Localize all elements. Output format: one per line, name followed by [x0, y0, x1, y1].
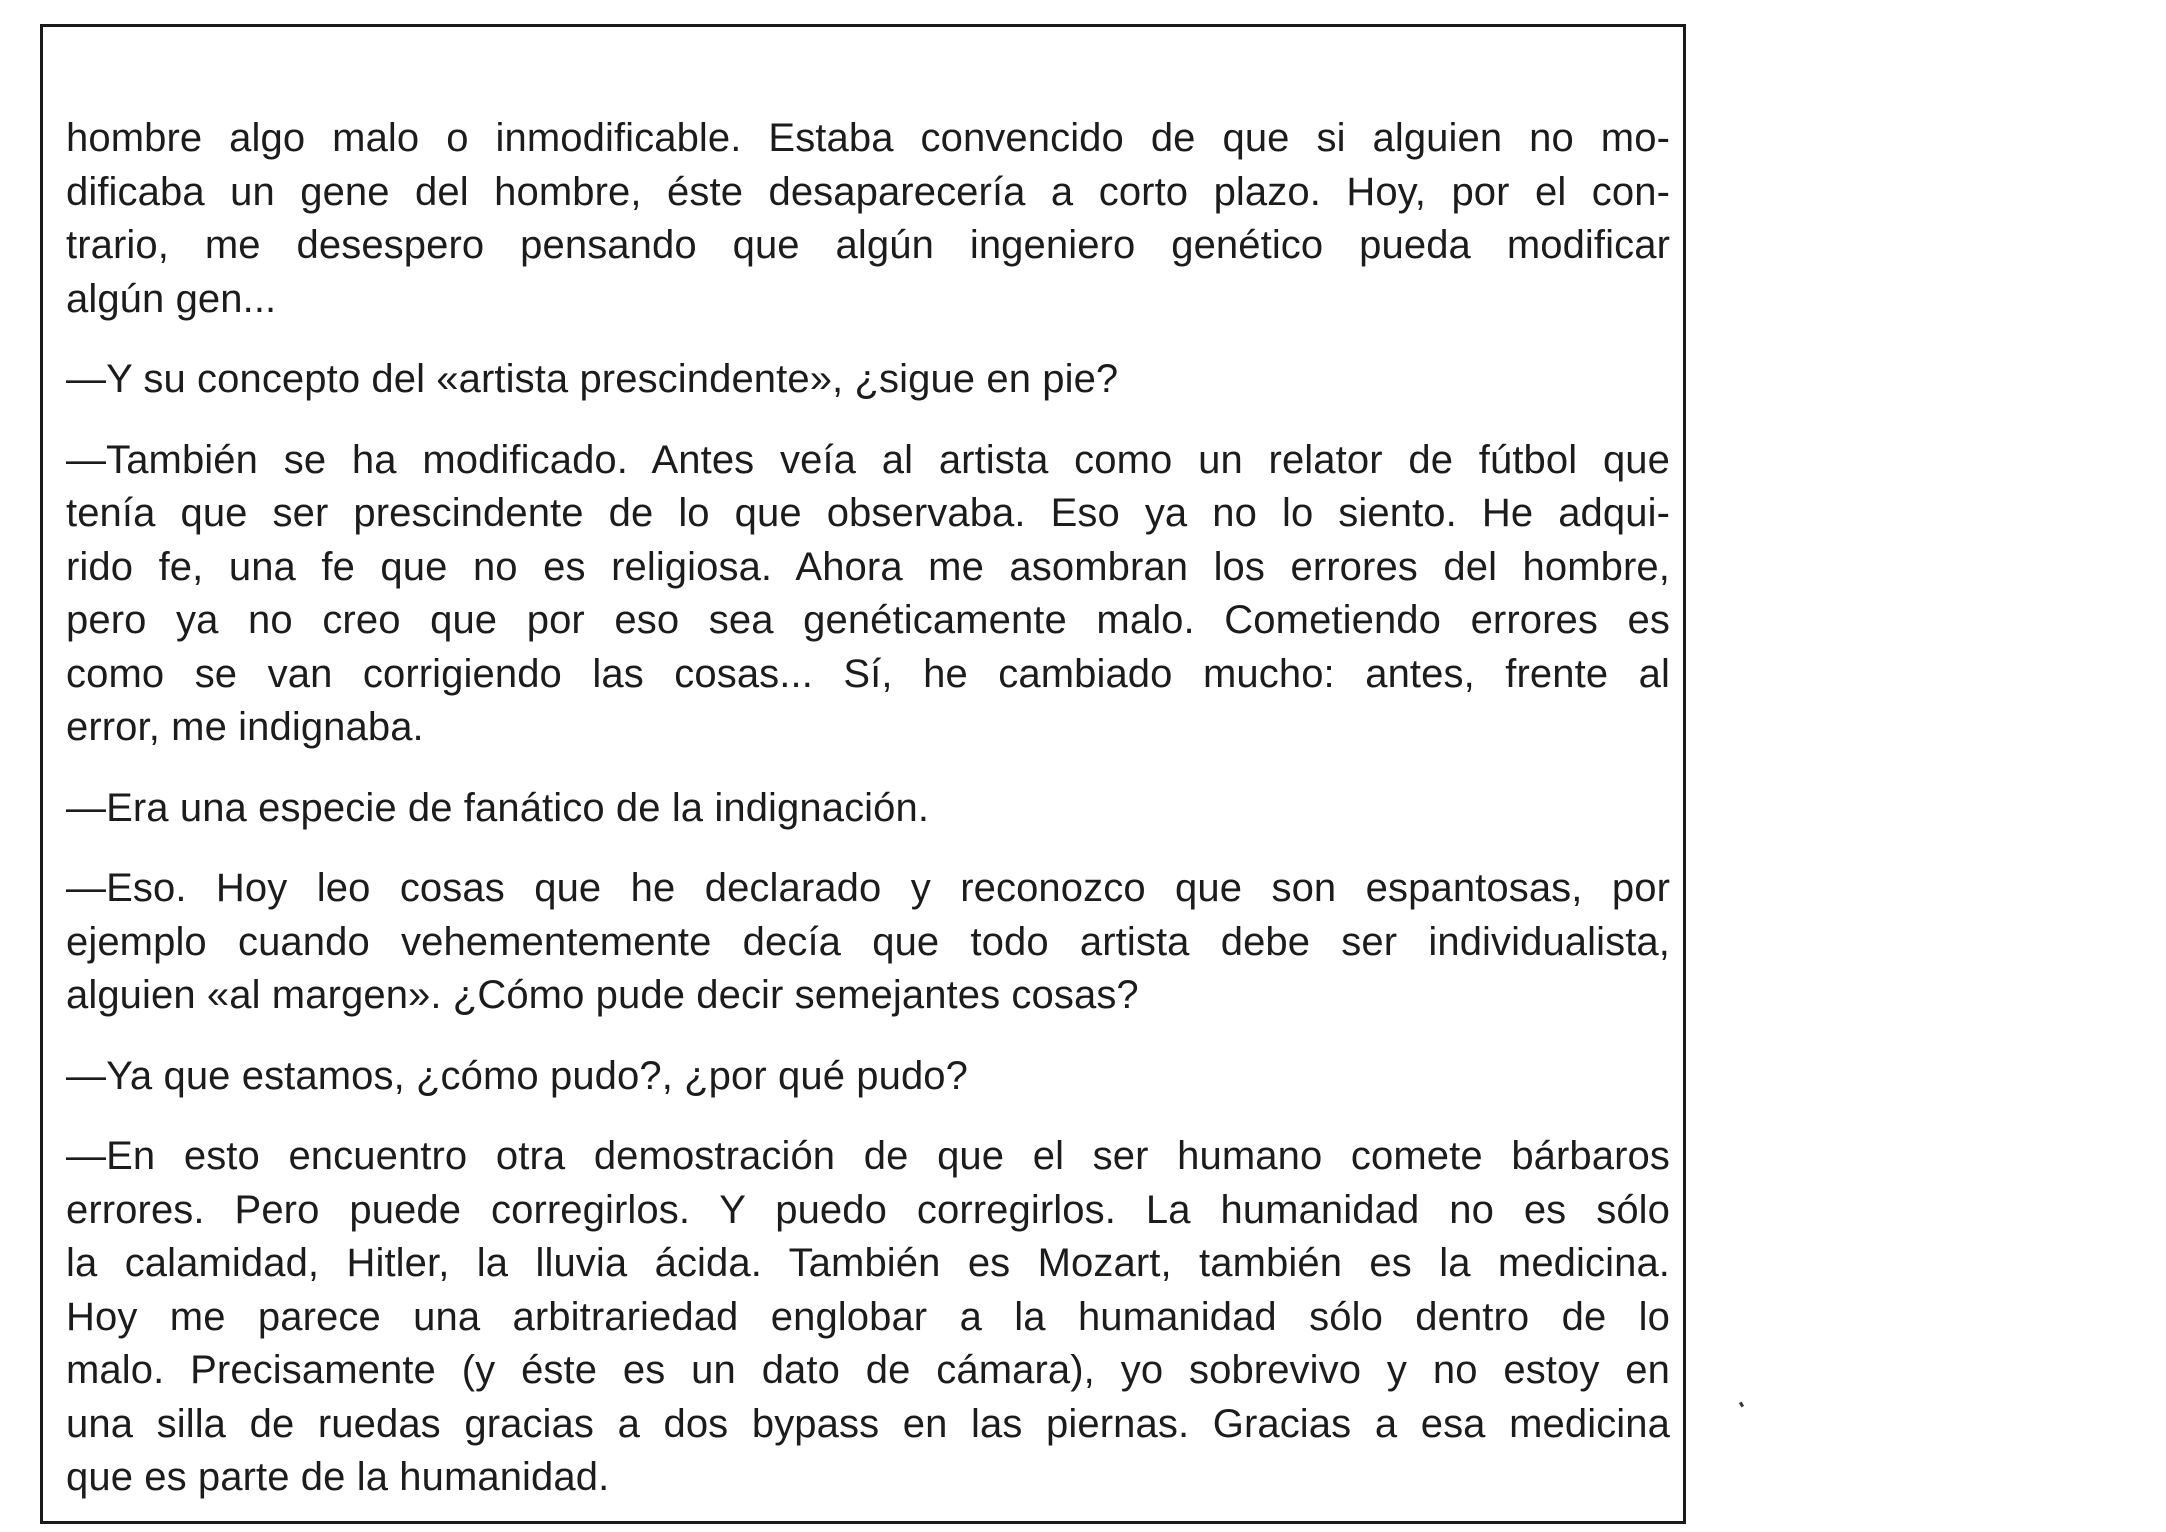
text-line: Hoy me parece una arbitrariedad englobar a la humanidad sólo dentro de lo [66, 1294, 1670, 1339]
text-line: alguien «al margen». ¿Cómo pude decir semejantes cosas? [66, 973, 1139, 1017]
text-line: dificaba un gene del hombre, éste desaparecería a corto plazo. Hoy, por el con- [66, 169, 1670, 214]
paragraph-1 [66, 112, 1670, 326]
text-line: —Era una especie de fanático de la indignación. [66, 785, 930, 830]
text-line: hombre algo malo o inmodificable. Estaba convencido de que si alguien no mo- [66, 116, 1670, 160]
paragraph-2 [66, 353, 1670, 407]
text-line: —Y su concepto del «artista prescindente», ¿sigue en pie? [66, 357, 1119, 401]
text-line: —Eso. Hoy leo cosas que he declarado y reconozco que son espantosas, por [66, 866, 1670, 910]
text-line: error, me indignaba. [66, 705, 424, 749]
text-line: tenía que ser prescindente de lo que observaba. Eso ya no lo siento. He adqui- [66, 491, 1670, 535]
text-line: una silla de ruedas gracias a dos bypass en las piernas. Gracias a esa medicina [66, 1401, 1670, 1446]
text-line: ejemplo cuando vehementemente decía que todo artista debe ser individualista, [66, 919, 1670, 964]
text-line: —En esto encuentro otra demostración de que el ser humano comete bárbaros [66, 1134, 1670, 1178]
paragraph-6 [66, 1050, 1670, 1104]
paragraph-3 [66, 434, 1670, 755]
document-text [66, 112, 1670, 1532]
paragraph-7 [66, 1130, 1670, 1505]
text-line: rido fe, una fe que no es religiosa. Ahora me asombran los errores del hombre, [66, 544, 1670, 589]
text-line: —Ya que estamos, ¿cómo pudo?, ¿por qué pudo? [66, 1053, 968, 1098]
text-line: algún gen... [66, 276, 277, 321]
ink-speck [1739, 1402, 1744, 1408]
text-line: pero ya no creo que por eso sea genéticamente malo. Cometiendo errores es [66, 598, 1670, 642]
text-line: errores. Pero puede corregirlos. Y puedo corregirlos. La humanidad no es sólo [66, 1187, 1670, 1232]
text-line: como se van corrigiendo las cosas... Sí, he cambiado mucho: antes, frente al [66, 651, 1670, 696]
text-line: que es parte de la humanidad. [66, 1455, 610, 1499]
paragraph-4 [66, 782, 1670, 836]
text-line: trario, me desespero pensando que algún ingeniero genético pueda modificar [66, 223, 1670, 267]
text-line: malo. Precisamente (y éste es un dato de cámara), yo sobrevivo y no estoy en [66, 1348, 1670, 1392]
text-line: —También se ha modificado. Antes veía al artista como un relator de fútbol que [66, 437, 1670, 482]
paragraph-5 [66, 862, 1670, 1023]
text-line: la calamidad, Hitler, la lluvia ácida. También es Mozart, también es la medicina. [66, 1241, 1670, 1285]
